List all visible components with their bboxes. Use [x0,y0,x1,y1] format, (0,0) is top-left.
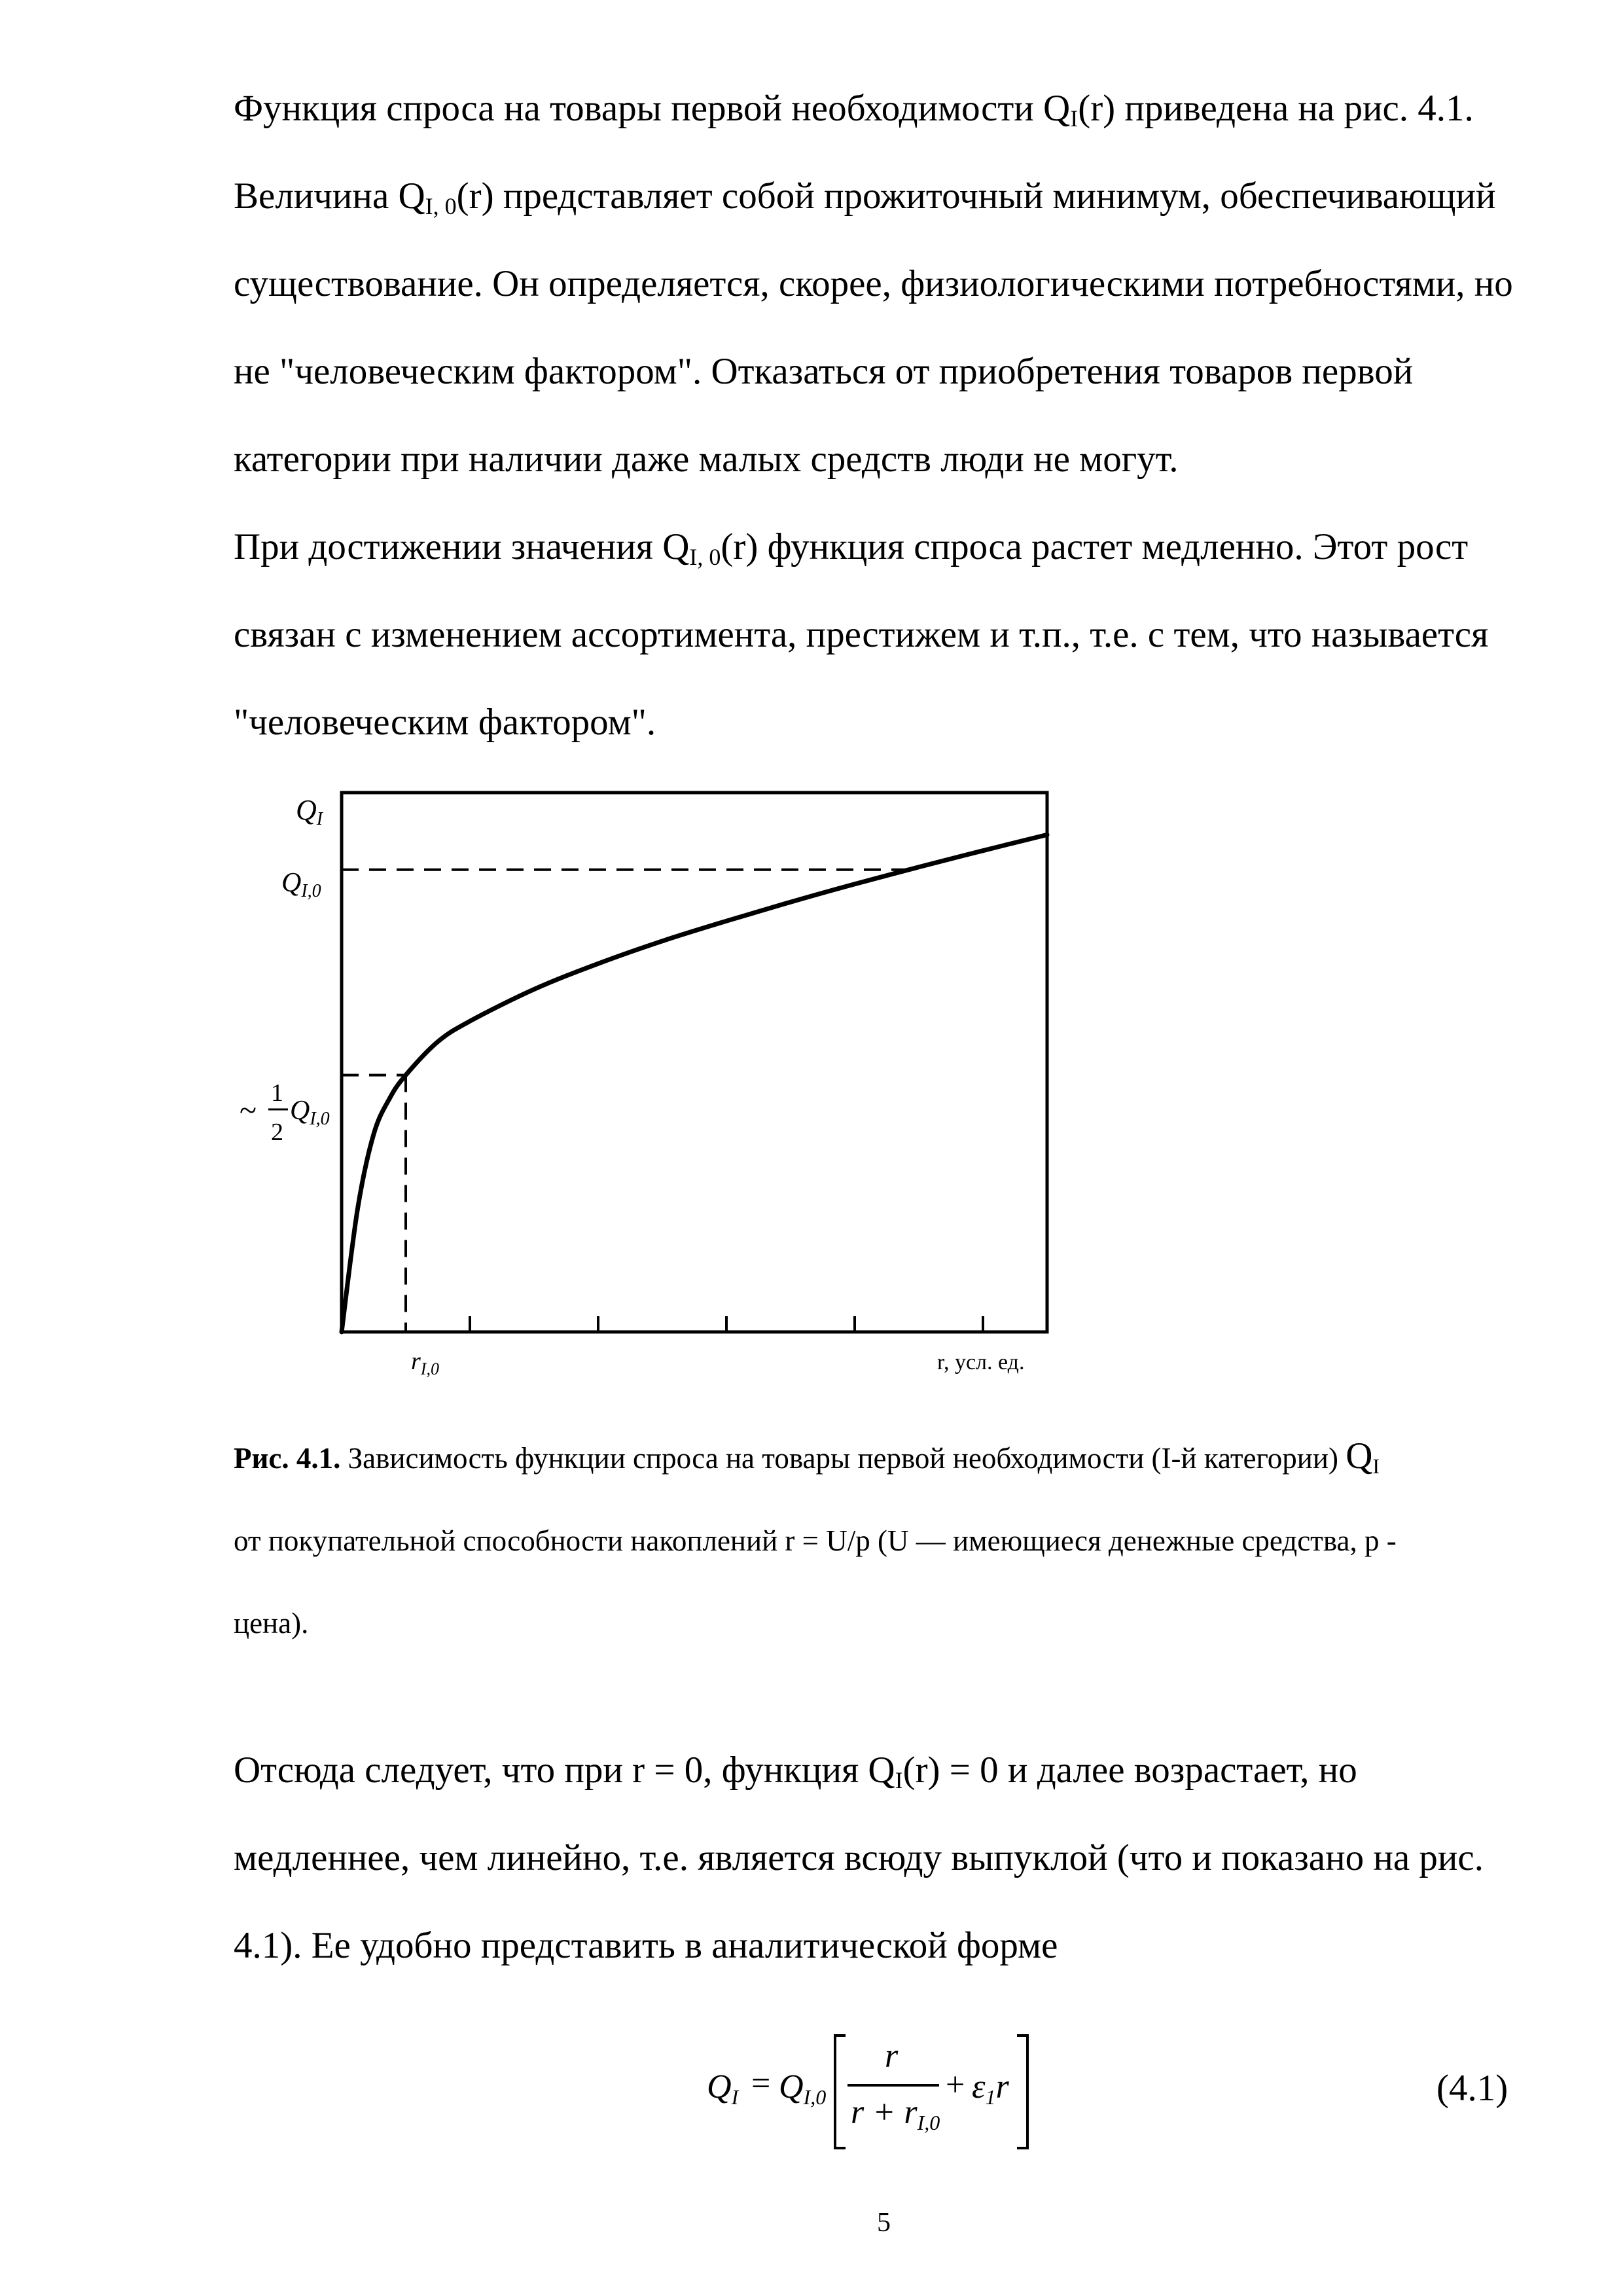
para2-line-2: связан с изменением ассортимента, престижем и т.п., т.е. с тем, что называется [234,614,1489,655]
paragraph-3 [234,1727,1569,1990]
x-ref-label: $r_{I,0}$ [411,1348,439,1378]
para1-line-1: Функция спроса на товары первой необходимости $Q_I(r)$ приведена на рис. 4.1. [234,88,1474,132]
eq-epsilon-term: ε1r [972,2068,1009,2109]
para2-line-1: При достижении значения $Q_{I, 0}(r)$ функция спроса растет медленно. Этот рост [234,526,1469,570]
para1-line-4: не "человеческим фактором". Отказаться от приобретения товаров первой [234,351,1414,392]
page-number: 5 [877,2208,891,2238]
eq-denominator: r + rI,0 [851,2094,940,2134]
x-ticks [470,1316,983,1332]
figure-caption [234,1415,1582,1664]
paragraph-1 [234,65,1569,503]
caption-line-3: цена). [234,1607,309,1640]
caption-line-1: Рис. 4.1. Зависимость функции спроса на товары первой необходимости (I-й категории) $Q_I$ [234,1435,1380,1478]
svg-text:2: 2 [271,1119,283,1146]
eq-plus: + [946,2066,965,2104]
para3-line-3: 4.1). Ее удобно представить в аналитической форме [234,1925,1058,1966]
equation-number: (4.1) [1436,2068,1508,2109]
para2-line-3: "человеческим фактором". [234,702,656,743]
plot-frame [342,793,1047,1332]
eq-numerator: r [885,2037,899,2075]
eq-equals: = [751,2065,771,2102]
y-ref-label-full: QI,0 [281,868,321,901]
para1-line-5: категории при наличии даже малых средств люди не могут. [234,439,1179,480]
eq-left-bracket [835,2036,846,2148]
para1-line-2: Величина $Q_{I, 0}(r)$ представляет собой прожиточный минимум, обеспечивающий [234,175,1496,219]
y-axis-label: QI [296,794,323,829]
para3-line-2: медленнее, чем линейно, т.е. является всюду выпуклой (что и показано на рис. [234,1837,1484,1878]
y-ref-label-half [240,1079,330,1146]
svg-text:1: 1 [271,1079,283,1107]
paragraph-2 [234,503,1569,766]
x-axis-label: r, усл. ед. [937,1350,1025,1374]
demand-curve [342,834,1047,1332]
eq-coef: QI,0 [779,2068,827,2109]
caption-label: Рис. 4.1. [234,1442,341,1475]
para3-line-1: Отсюда следует, что при r = 0, функция $Q_I(r) = 0$ и далее возрастает, но [234,1749,1357,1793]
eq-right-bracket [1017,2036,1027,2148]
caption-line-2: от покупательной способности накоплений r = U/p (U — имеющиеся денежные средства, p - [234,1524,1397,1557]
para1-line-3: существование. Он определяется, скорее, физиологическими потребностями, но [234,263,1513,304]
svg-text:QI,0: QI,0 [290,1096,330,1129]
eq-lhs: QI [707,2068,739,2109]
svg-text:~: ~ [240,1093,257,1128]
